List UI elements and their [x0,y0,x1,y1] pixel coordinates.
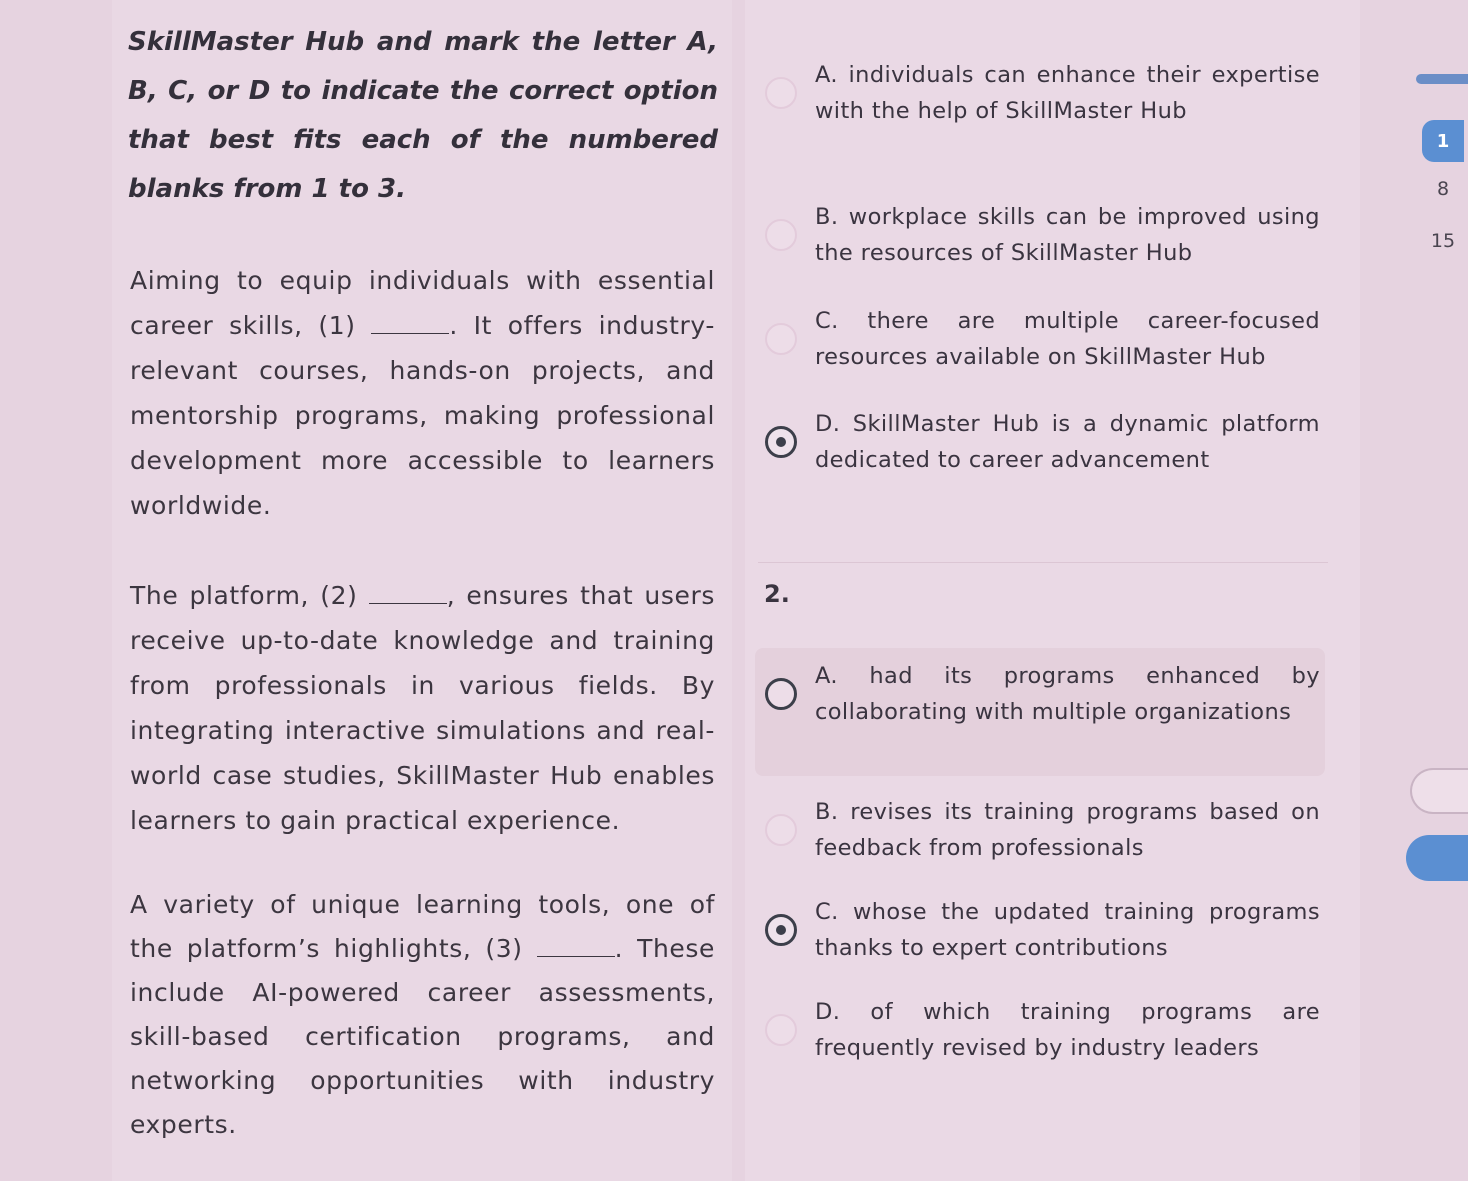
q1-option-c[interactable] [765,303,1320,375]
radio-button[interactable] [765,1014,797,1046]
nav-item[interactable]: 15 [1430,230,1456,252]
option-label: D. SkillMaster Hub is a dynamic platform dedicated to career advancement [815,411,1320,473]
nav-item-active[interactable]: 1 [1422,120,1464,162]
radio-button[interactable] [765,678,797,710]
question-number: 2. [764,580,790,608]
passage-paragraph-2: The platform, (2) , ensures that users receive up-to-date knowledge and training from professionals in various fields. By integrating interactive simulations and real-world case studies, SkillMaster Hub enables learners to gain practical experience. [130,581,715,835]
radio-button[interactable] [765,219,797,251]
instruction-text: SkillMaster Hub and mark the letter A, B, C, or D to indicate the correct option that best fits each of the numbered blanks from 1 to 3. [128,27,718,204]
divider [758,562,1328,563]
radio-button[interactable] [765,814,797,846]
navigator-progress-bar [1416,74,1468,84]
option-label: C. there are multiple career-focused resources available on SkillMaster Hub [815,308,1320,370]
option-label: C. whose the updated training programs thanks to expert contributions [815,899,1320,961]
blank-2 [369,581,447,604]
q2-option-b[interactable] [765,794,1320,866]
passage-paragraph-3: A variety of unique learning tools, one of the platform’s highlights, (3) . These include AI-powered career assessments, skill-based certification programs, and networking opportunities with industry experts. [130,890,715,1139]
radio-button[interactable] [765,323,797,355]
passage-paragraph-1: Aiming to equip individuals with essential career skills, (1) . It offers industry-relevant courses, hands-on projects, and mentorship programs, making professional development more accessible to learners worldwide. [130,266,715,520]
option-label: D. of which training programs are frequently revised by industry leaders [815,999,1320,1061]
radio-button[interactable] [765,77,797,109]
option-label: B. revises its training programs based on feedback from professionals [815,799,1320,861]
q2-option-c[interactable] [765,894,1320,966]
q2-option-d[interactable] [765,994,1320,1066]
q1-option-a[interactable] [765,57,1320,129]
option-label: A. individuals can enhance their expertise with the help of SkillMaster Hub [815,62,1320,124]
radio-button-selected[interactable] [765,914,797,946]
option-label: B. workplace skills can be improved using the resources of SkillMaster Hub [815,204,1320,266]
blank-1 [371,311,449,334]
navigator-button[interactable] [1406,835,1468,881]
radio-button-selected[interactable] [765,426,797,458]
navigator-input[interactable] [1410,768,1468,814]
nav-item[interactable]: 8 [1436,178,1450,200]
blank-3 [537,934,615,957]
q1-option-b[interactable] [765,199,1320,271]
q2-option-a[interactable] [765,658,1320,730]
q1-option-d[interactable] [765,406,1320,478]
option-label: A. had its programs enhanced by collaborating with multiple organizations [815,663,1320,725]
